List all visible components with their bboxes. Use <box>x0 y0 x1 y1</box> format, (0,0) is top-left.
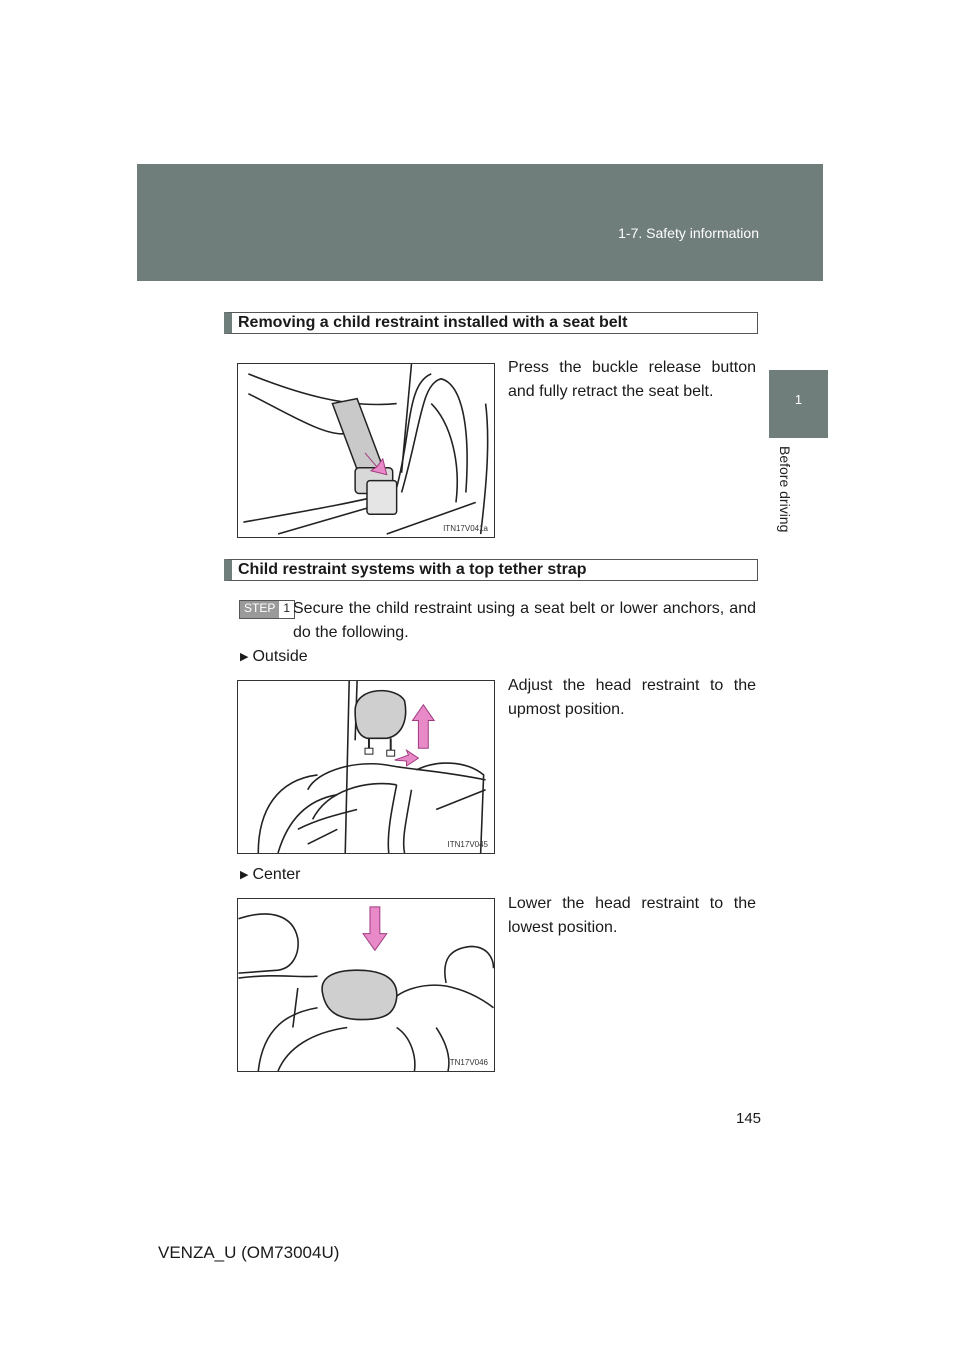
chapter-number: 1 <box>794 392 803 407</box>
step-badge <box>239 600 295 619</box>
figure-code: ITN17V045 <box>447 840 488 849</box>
bullet-label: Center <box>252 866 301 883</box>
chapter-tab <box>769 370 828 438</box>
instruction-center: Lower the head restraint to the lowest position. <box>508 895 756 936</box>
seat-belt-illustration <box>238 364 494 537</box>
figure-outside-head-restraint <box>237 680 495 854</box>
page-number: 145 <box>736 1110 762 1127</box>
step-text: Secure the child restraint using a seat belt or lower anchors, and do the following. <box>293 600 756 641</box>
chapter-label: Before driving <box>777 446 793 533</box>
heading-remove-child-restraint: Removing a child restraint installed with a seat belt <box>224 312 758 334</box>
figure-center-head-restraint <box>237 898 495 1072</box>
triangle-bullet-icon: ▶ <box>240 869 249 881</box>
bullet-label: Outside <box>252 648 308 665</box>
header-band <box>137 164 823 281</box>
figure-seat-belt-buckle <box>237 363 495 538</box>
figure-code: ITN17V046 <box>447 1058 488 1067</box>
instruction-buckle-release: Press the buckle release button and fully retract the seat belt. <box>508 359 756 400</box>
step-number: 1 <box>279 601 294 618</box>
document-code: VENZA_U (OM73004U) <box>158 1243 340 1262</box>
section-title: 1-7. Safety information <box>618 225 759 241</box>
head-restraint-down-illustration <box>238 899 494 1071</box>
bullet-outside <box>240 646 308 668</box>
figure-code: ITN17V041a <box>443 524 488 533</box>
bullet-center <box>240 864 301 886</box>
triangle-bullet-icon: ▶ <box>240 651 249 663</box>
instruction-outside: Adjust the head restraint to the upmost position. <box>508 677 756 718</box>
heading-top-tether: Child restraint systems with a top tether strap <box>224 559 758 581</box>
step-word: STEP <box>240 601 279 618</box>
head-restraint-up-illustration <box>238 681 494 853</box>
